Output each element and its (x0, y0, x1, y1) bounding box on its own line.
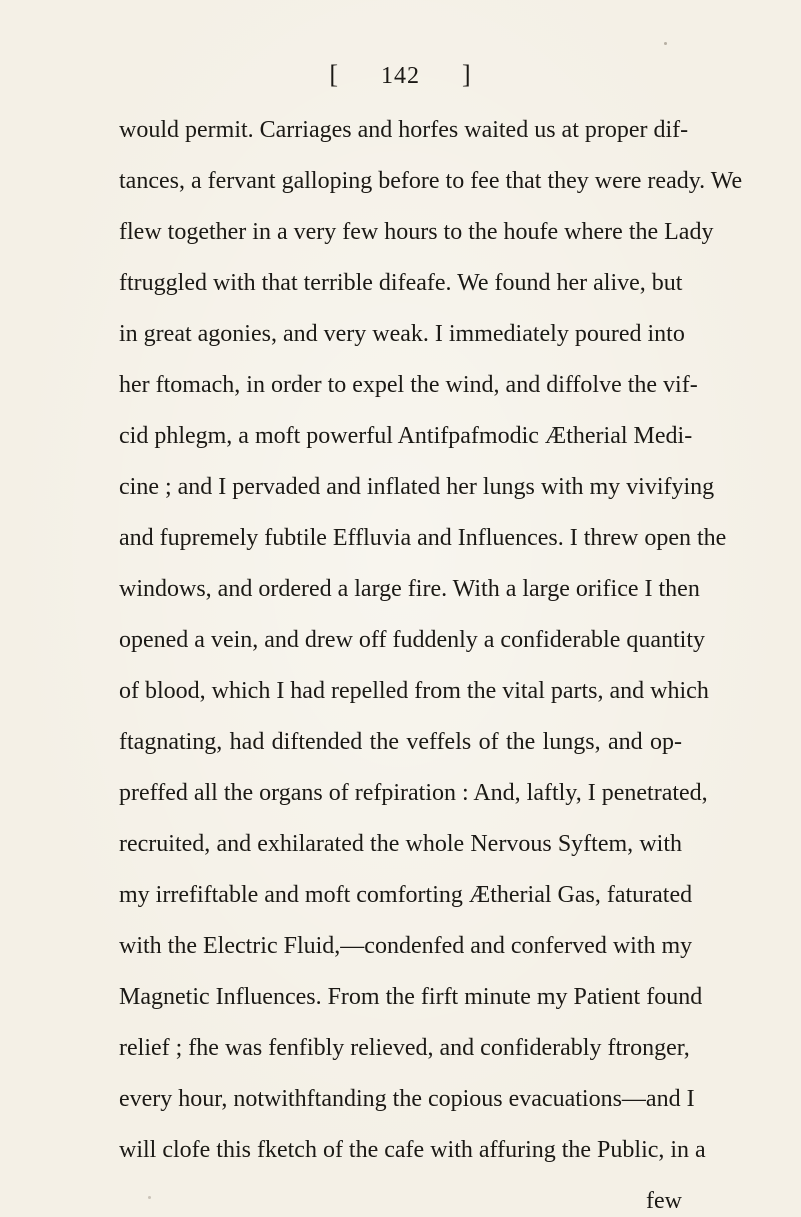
text-line: tances, a fervant galloping before to fee that they were ready. We (119, 168, 743, 194)
text-line: ftruggled with that terrible difeafe. We found her alive, but (119, 270, 683, 296)
text-line: her ftomach, in order to expel the wind, and diffolve the vif- (119, 372, 698, 398)
catchword: few (646, 1188, 682, 1214)
text-line: flew together in a very few hours to the houfe where the Lady (119, 219, 714, 245)
text-line: my irrefiftable and moft comforting Ætherial Gas, faturated (119, 882, 693, 908)
text-line: will clofe this fketch of the cafe with affuring the Public, in a (119, 1137, 706, 1163)
open-bracket: [ (329, 60, 339, 89)
page-number: 142 (381, 63, 420, 89)
text-line: Magnetic Influences. From the firft minute my Patient found (119, 984, 703, 1010)
text-line: preffed all the organs of refpiration : And, laftly, I penetrated, (119, 780, 708, 806)
text-line: in great agonies, and very weak. I immediately poured into (119, 321, 685, 347)
text-line: windows, and ordered a large fire. With a large orifice I then (119, 576, 700, 602)
text-line: opened a vein, and drew off fuddenly a confiderable quantity (119, 627, 706, 653)
text-line: with the Electric Fluid,—condenfed and conferved with my (119, 933, 693, 959)
text-line: relief ; fhe was fenfibly relieved, and confiderably ftronger, (119, 1035, 690, 1061)
page-header (0, 60, 801, 91)
paper-speck (664, 42, 667, 45)
text-line: cid phlegm, a moft powerful Antifpafmodic Ætherial Medi- (119, 423, 693, 449)
text-line: would permit. Carriages and horfes waited us at proper dif- (119, 117, 689, 143)
text-line: cine ; and I pervaded and inflated her lungs with my vivifying (119, 474, 715, 500)
text-line: ftagnating, had diftended the veffels of the lungs, and op- (119, 729, 682, 755)
paper-speck (148, 1196, 151, 1199)
text-line: and fupremely fubtile Effluvia and Influences. I threw open the (119, 525, 727, 551)
text-line: of blood, which I had repelled from the vital parts, and which (119, 678, 709, 704)
text-line: recruited, and exhilarated the whole Nervous Syftem, with (119, 831, 682, 857)
close-bracket: ] (462, 60, 472, 89)
text-line: every hour, notwithftanding the copious evacuations—and I (119, 1086, 695, 1112)
